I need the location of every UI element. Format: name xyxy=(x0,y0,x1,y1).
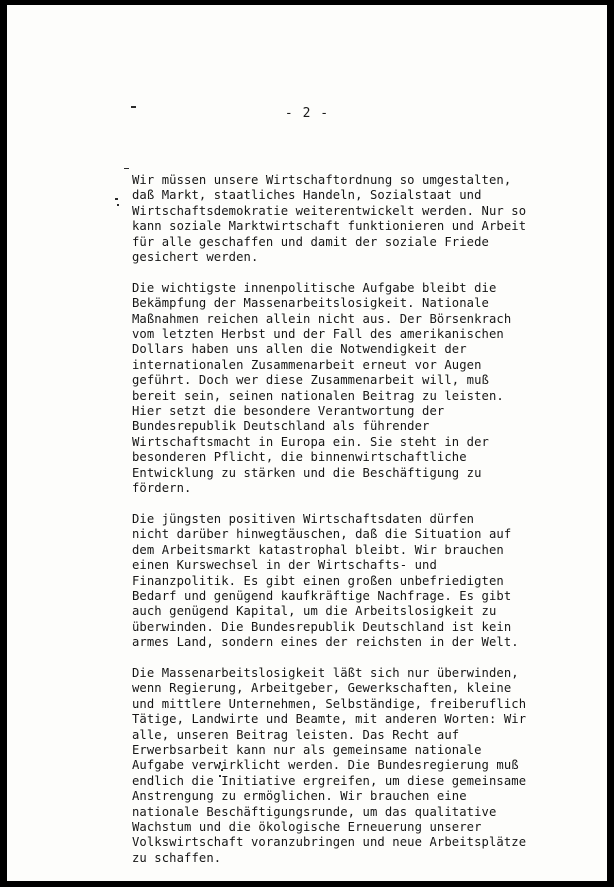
text-line: einen Kurswechsel in der Wirtschafts- und xyxy=(132,558,437,573)
text-line: nationale Beschäftigungsrunde, um das qualitative xyxy=(132,804,497,819)
document-page xyxy=(7,5,607,881)
page-number: - 2 - xyxy=(284,106,330,121)
text-line: Bekämpfung der Massenarbeitslosigkeit. Nationale xyxy=(132,296,489,311)
document-body xyxy=(132,173,587,881)
text-line: zu schaffen. xyxy=(132,850,222,865)
text-line: Finanzpolitik. Es gibt einen großen unbefriedigten xyxy=(132,573,504,588)
text-line: gesichert werden. xyxy=(132,250,259,265)
text-line: Wirtschaftsmacht in Europa ein. Sie steht in der xyxy=(132,434,489,449)
text-line: wenn Regierung, Arbeitgeber, Gewerkschaften, kleine xyxy=(132,681,512,696)
text-line: Entwicklung zu stärken und die Beschäftigung zu xyxy=(132,465,482,480)
text-line: bereit sein, seinen nationalen Beitrag zu leisten. xyxy=(132,388,504,403)
text-line: geführt. Doch wer diese Zusammenarbeit will, muß xyxy=(132,373,489,388)
paragraph xyxy=(132,173,587,265)
text-line: Anstrengung zu ermöglichen. Wir brauchen eine xyxy=(132,789,467,804)
scan-speck xyxy=(115,198,118,200)
paragraph xyxy=(132,281,587,497)
text-line: Die wichtigste innenpolitische Aufgabe bleibt die xyxy=(132,280,497,295)
scan-speck xyxy=(124,168,129,169)
text-line: und mittlere Unternehmen, Selbständige, freiberuflich xyxy=(132,696,527,711)
text-line: armes Land, sondern eines der reichsten in der Welt. xyxy=(132,635,519,650)
text-line: Wirtschaftsdemokratie weiterentwickelt werden. Nur so xyxy=(132,203,527,218)
text-line: Wir müssen unsere Wirtschaftordnung so umgestalten, xyxy=(132,173,512,187)
text-line: Bedarf und genügend kaufkräftige Nachfrage. Es gibt xyxy=(132,588,512,603)
text-line: nicht darüber hinwegtäuschen, daß die Situation auf xyxy=(132,527,512,542)
text-line: besonderen Pflicht, die binnenwirtschaftliche xyxy=(132,450,467,465)
text-line: internationalen Zusammenarbeit erneut vor Augen xyxy=(132,357,482,372)
text-line: Wachstum und die ökologische Erneuerung unserer xyxy=(132,820,482,835)
text-line: daß Markt, staatliches Handeln, Sozialstaat und xyxy=(132,188,482,203)
text-line: Dollars haben uns allen die Notwendigkeit der xyxy=(132,342,467,357)
paragraph xyxy=(132,512,587,651)
text-line: Bundesrepublik Deutschland als führender xyxy=(132,419,430,434)
text-line: auch genügend Kapital, um die Arbeitslosigkeit zu xyxy=(132,604,497,619)
paragraph xyxy=(132,666,587,866)
text-line: endlich die Initiative ergreifen, um diese gemeinsame xyxy=(132,773,527,788)
text-line: Die Massenarbeitslosigkeit läßt sich nur überwinden, xyxy=(132,665,519,680)
text-line: für alle geschaffen und damit der soziale Friede xyxy=(132,234,489,249)
text-line: Maßnahmen reichen allein nicht aus. Der Börsenkrach xyxy=(132,311,512,326)
text-line: kann soziale Marktwirtschaft funktionieren und Arbeit xyxy=(132,219,527,234)
text-line: Volkswirtschaft voranzubringen und neue Arbeitsplätze xyxy=(132,835,527,850)
text-line: Hier setzt die besondere Verantwortung der xyxy=(132,404,445,419)
text-line: überwinden. Die Bundesrepublik Deutschland ist kein xyxy=(132,619,512,634)
text-line: fördern. xyxy=(132,481,192,496)
text-line: Tätige, Landwirte und Beamte, mit anderen Worten: Wir xyxy=(132,712,527,727)
text-line: Die jüngsten positiven Wirtschaftsdaten dürfen xyxy=(132,511,475,526)
scan-speck xyxy=(117,204,119,206)
text-line: Aufgabe verwirklicht werden. Die Bundesregierung muß xyxy=(132,758,519,773)
text-line: alle, unseren Beitrag leisten. Das Recht auf xyxy=(132,727,460,742)
text-line: dem Arbeitsmarkt katastrophal bleibt. Wir brauchen xyxy=(132,542,504,557)
text-line: vom letzten Herbst und der Fall des amerikanischen xyxy=(132,327,504,342)
text-line: Erwerbsarbeit kann nur als gemeinsame nationale xyxy=(132,742,482,757)
